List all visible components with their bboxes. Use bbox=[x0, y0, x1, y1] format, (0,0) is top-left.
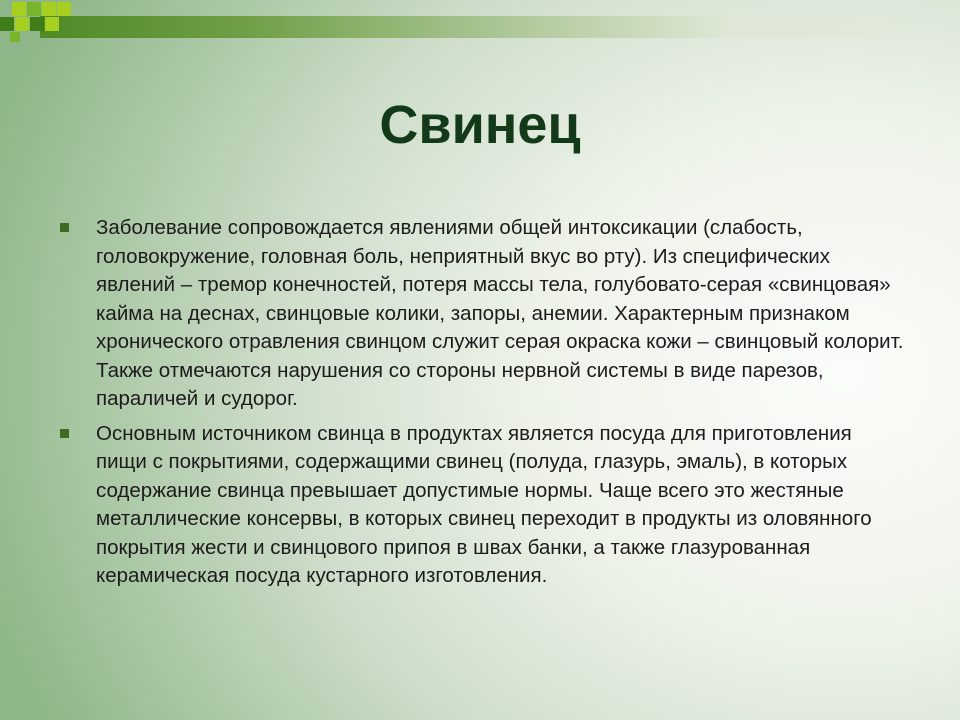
header-gradient-stripe bbox=[40, 16, 960, 38]
decorative-header-bar bbox=[0, 0, 960, 42]
decor-square bbox=[27, 2, 41, 16]
bullet-item bbox=[58, 420, 908, 591]
bullet-text: Заболевание сопровождается явлениями общей интоксикации (слабость, головокружение, головная боль, неприятный вкус во рту). Из специфических явлений – тремор конечностей, потеря массы тела, голубовато-серая «свинцовая» кайма на деснах, свинцовые колики, запоры, анемии. Характерным признаком хронического отравления свинцом служит серая окраска кожи – свинцовый колорит. Также отмечаются нарушения со стороны нервной системы в виде парезов, параличей и судорог. bbox=[96, 216, 904, 410]
decor-square bbox=[15, 17, 29, 31]
decor-square bbox=[42, 2, 56, 16]
decor-square bbox=[10, 32, 20, 42]
bullet-text: Основным источником свинца в продуктах является посуда для приготовления пищи с покрытиями, содержащими свинец (полуда, глазурь, эмаль), в которых содержание свинца превышает допустимые нормы. Чаще всего это жестяные металлические консервы, в которых свинец переходит в продукты из оловянного покрытия жести и свинцового припоя в швах банки, а также глазурованная керамическая посуда кустарного изготовления. bbox=[96, 421, 872, 587]
bullet-list bbox=[58, 214, 908, 597]
decor-square bbox=[30, 17, 44, 31]
decor-square bbox=[0, 17, 14, 31]
slide-title: Свинец bbox=[379, 95, 581, 155]
decor-square bbox=[45, 17, 59, 31]
square-bullet-icon bbox=[60, 223, 69, 232]
bullet-item bbox=[58, 214, 908, 414]
square-bullet-icon bbox=[60, 429, 69, 438]
decor-square bbox=[12, 2, 26, 16]
decor-square bbox=[57, 2, 71, 16]
